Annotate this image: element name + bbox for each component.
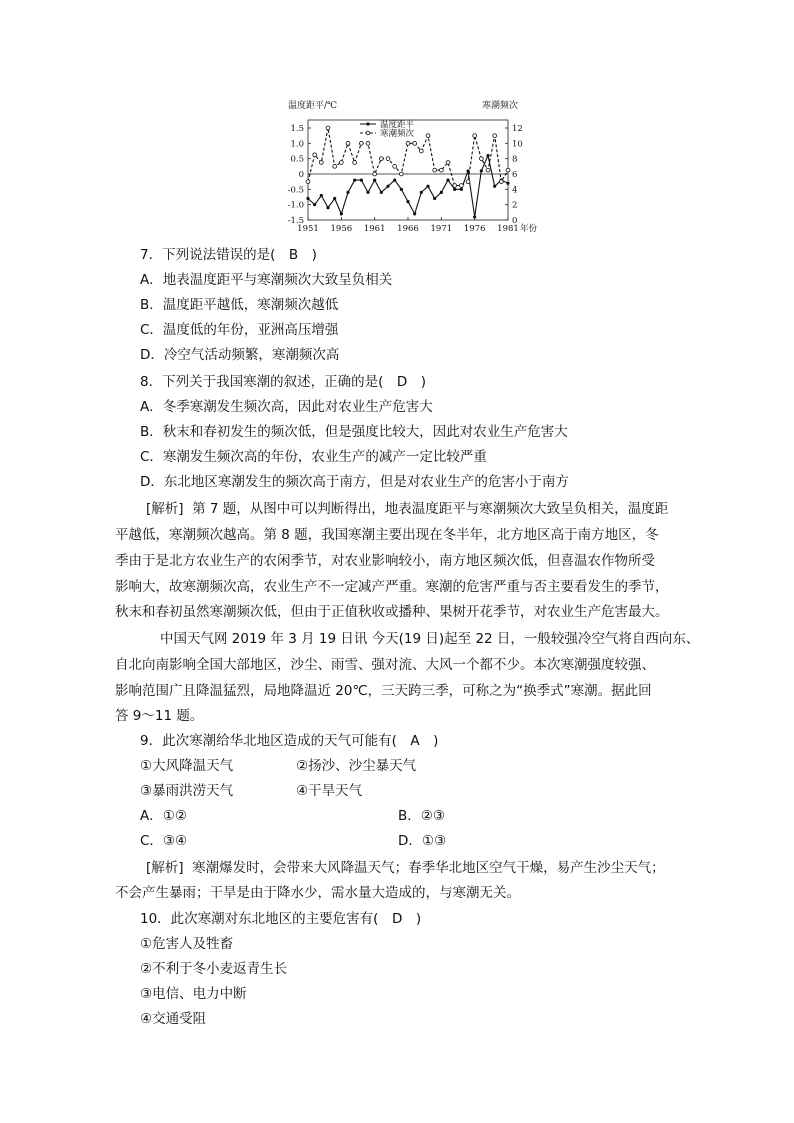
cold-wave-frequency-point	[359, 141, 363, 145]
q7-option-d: D．冷空气活动频繁，寒潮频次高	[140, 347, 340, 363]
q7-option-b: B．温度距平越低，寒潮频次越低	[140, 297, 339, 313]
y-right-tick-label: 12	[512, 124, 523, 134]
temperature-anomaly-point	[480, 169, 483, 172]
temperature-anomaly-point	[426, 185, 429, 188]
cold-wave-frequency-point	[466, 180, 470, 184]
x-tick-label: 1976	[463, 224, 486, 234]
cold-wave-frequency-point	[453, 184, 457, 188]
temperature-anomaly-point	[386, 185, 389, 188]
q10-statement-3: ③电信、电力中断	[140, 986, 247, 1002]
temperature-anomaly-point	[340, 212, 343, 215]
cold-wave-frequency-point	[419, 149, 423, 153]
q9-statement-2: ②扬沙、沙尘暴天气	[296, 758, 417, 774]
q8-option-b: B．秋末和春初发生的频次低，但是强度比较大，因此对农业生产危害大	[140, 424, 568, 440]
q10-statement-2: ②不利于冬小麦返青生长	[140, 961, 288, 977]
y-left-axis-title: 温度距平/℃	[288, 101, 338, 111]
temperature-anomaly-point	[373, 179, 376, 182]
passage-line-2: 自北向南影响全国大部地区，沙尘、雨雪、强对流、大风一个都不少。本次寒潮强度较强、	[115, 657, 655, 673]
x-tick-label: 1956	[330, 224, 353, 234]
q9-statement-1: ①大风降温天气	[140, 758, 234, 774]
cold-wave-frequency-point	[353, 161, 357, 165]
y-left-tick-label: 1.0	[290, 139, 304, 150]
temperature-anomaly-point	[400, 188, 403, 191]
analysis-text: 第 7 题，从图中可以判断得出，地表温度距平与寒潮频次大致呈负相关，温度距	[192, 501, 669, 517]
y-right-tick-label: 8	[512, 154, 518, 165]
cold-wave-frequency-point	[306, 180, 310, 184]
cold-wave-frequency-point	[319, 161, 323, 165]
temperature-anomaly-point	[460, 188, 463, 191]
cold-wave-frequency-point	[333, 164, 337, 168]
q8-option-d: D．东北地区寒潮发生的频次高于南方，但是对农业生产的危害小于南方	[140, 474, 569, 490]
passage-line-1: 中国天气网 2019 年 3 月 19 日讯 今天(19 日)起至 22 日，一般较强冷空气将自西向东、	[160, 631, 700, 647]
q10-statement-1: ①危害人及牲畜	[140, 936, 234, 952]
temperature-anomaly-point	[420, 191, 423, 194]
y-left-tick-label: 1.5	[290, 124, 304, 134]
y-right-tick-label: 4	[512, 185, 518, 196]
x-tick-label: 1981	[497, 224, 519, 234]
q7-stem: 7．下列说法错误的是( B )	[140, 247, 317, 263]
cold-wave-frequency-point	[426, 134, 430, 138]
legend-label-temperature: 温度距平	[380, 120, 415, 130]
x-axis-unit: 年份	[520, 224, 538, 234]
temperature-anomaly-point	[326, 206, 329, 209]
temperature-anomaly-point	[353, 179, 356, 182]
cold-wave-frequency-point	[406, 141, 410, 145]
temperature-anomaly-point	[393, 179, 396, 182]
y-right-tick-label: 10	[512, 139, 523, 150]
temperature-anomaly-point	[486, 154, 489, 157]
cold-wave-frequency-point	[399, 172, 403, 176]
cold-wave-frequency-point	[366, 141, 370, 145]
cold-wave-frequency-point	[486, 168, 490, 172]
temperature-anomaly-point	[453, 188, 456, 191]
cold-wave-frequency-point	[393, 164, 397, 168]
y-right-tick-label: 2	[512, 200, 518, 211]
y-left-tick-label: 0	[298, 170, 304, 180]
temperature-anomaly-point	[493, 185, 496, 188]
cold-wave-frequency-point	[413, 141, 417, 145]
q9-statement-3: ③暴雨洪涝天气	[140, 783, 234, 799]
passage-line-4: 答 9～11 题。	[115, 708, 204, 724]
temperature-anomaly-point	[320, 194, 323, 197]
q9-option-a: A．①②	[140, 808, 187, 824]
cold-wave-frequency-point	[446, 161, 450, 165]
cold-wave-frequency-point	[506, 168, 510, 172]
q9-stem: 9．此次寒潮给华北地区造成的天气可能有( A )	[140, 733, 439, 749]
temperature-anomaly-point	[413, 212, 416, 215]
temperature-anomaly-point	[433, 197, 436, 200]
analysis-7-8-line-1	[146, 500, 746, 518]
y-left-tick-label: -1.0	[287, 200, 304, 211]
temperature-anomaly-point	[306, 197, 309, 200]
temperature-anomaly-point	[380, 191, 383, 194]
analysis-7-8-line-2: 平越低，寒潮频次越高。第 8 题，我国寒潮主要出现在冬半年，北方地区高于南方地区，冬	[115, 527, 659, 543]
cold-wave-frequency-point	[499, 180, 503, 184]
legend-marker-temperature	[366, 122, 369, 125]
q9-option-b: B．②③	[398, 808, 445, 824]
cold-wave-frequency-point	[493, 134, 497, 138]
legend-label-frequency: 寒潮频次	[380, 129, 415, 139]
q8-option-a: A．冬季寒潮发生频次高，因此对农业生产危害大	[140, 399, 433, 415]
cold-wave-frequency-point	[433, 168, 437, 172]
cold-wave-frequency-point	[459, 184, 463, 188]
y-left-tick-label: -0.5	[287, 185, 304, 196]
analysis-tag: [解析]	[146, 860, 184, 876]
cold-wave-frequency-point	[346, 141, 350, 145]
q9-statement-4: ④干旱天气	[296, 783, 363, 799]
legend-marker-frequency	[366, 131, 370, 135]
temperature-anomaly-point	[313, 203, 316, 206]
x-tick-label: 1966	[397, 224, 419, 234]
temperature-anomaly-point	[406, 200, 409, 203]
analysis-tag: [解析]	[146, 501, 184, 517]
q7-option-a: A．地表温度距平与寒潮频次大致呈负相关	[140, 272, 393, 288]
temperature-anomaly-point	[473, 215, 476, 218]
y-right-axis-title: 寒潮频次	[482, 101, 519, 111]
cold-wave-frequency-point	[439, 168, 443, 172]
cold-wave-frequency-point	[473, 134, 477, 138]
q9-option-d: D．①③	[398, 833, 447, 849]
analysis-7-8-line-5: 秋末和春初虽然寒潮频次低，但由于正值秋收或播种、果树开花季节，对农业生产危害最大。	[115, 604, 669, 620]
q9-option-c: C．③④	[140, 833, 188, 849]
x-tick-label: 1961	[363, 224, 386, 234]
q8-stem: 8．下列关于我国寒潮的叙述，正确的是( D )	[140, 374, 427, 390]
q7-option-c: C．温度低的年份，亚洲高压增强	[140, 322, 339, 338]
cold-wave-frequency-point	[326, 126, 330, 130]
cold-wave-frequency-point	[479, 157, 483, 161]
temperature-anomaly-point	[366, 191, 369, 194]
cold-wave-frequency-point	[386, 157, 390, 161]
cold-wave-frequency-point	[313, 153, 317, 157]
y-right-tick-label: 0	[512, 216, 518, 226]
analysis-7-8-line-4: 影响大，故寒潮频次高，农业生产不一定减产严重。寒潮的危害严重与否主要看发生的季节，	[115, 579, 669, 595]
cold-wave-frequency-point	[373, 172, 377, 176]
cold-wave-chart	[276, 92, 538, 240]
x-tick-label: 1971	[430, 224, 453, 234]
x-tick-label: 1951	[297, 224, 319, 234]
analysis-text: 寒潮爆发时，会带来大风降温天气；春季华北地区空气干燥，易产生沙尘天气；	[192, 860, 665, 876]
analysis-9-line-2: 不会产生暴雨；干旱是由于降水少，需水量大造成的，与寒潮无关。	[115, 885, 520, 901]
analysis-7-8-line-3: 季由于是北方农业生产的农闲季节，对农业影响较小，南方地区频次低，但喜温农作物所受	[115, 553, 655, 569]
q10-statement-4: ④交通受阻	[140, 1011, 207, 1027]
temperature-anomaly-point	[360, 179, 363, 182]
q10-stem: 10．此次寒潮对东北地区的主要危害有( D )	[140, 911, 422, 927]
temperature-anomaly-point	[506, 182, 509, 185]
q8-option-c: C．寒潮发生频次高的年份，农业生产的减产一定比较严重	[140, 449, 487, 465]
cold-wave-frequency-point	[339, 161, 343, 165]
temperature-anomaly-point	[333, 197, 336, 200]
temperature-anomaly-point	[440, 191, 443, 194]
temperature-anomaly-point	[446, 179, 449, 182]
y-left-tick-label: 0.5	[290, 154, 304, 165]
analysis-9-line-1	[146, 859, 746, 877]
passage-line-3: 影响范围广且降温猛烈，局地降温近 20℃，三天跨三季，可称之为“换季式”寒潮。据此回	[115, 683, 652, 699]
y-left-tick-label: -1.5	[287, 216, 304, 226]
temperature-anomaly-point	[346, 191, 349, 194]
cold-wave-frequency-point	[379, 157, 383, 161]
y-right-tick-label: 6	[512, 170, 518, 180]
chart-svg	[276, 92, 538, 240]
